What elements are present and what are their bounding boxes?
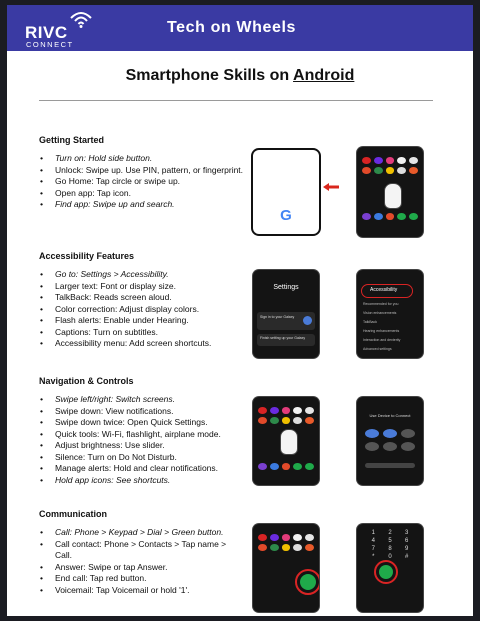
accessibility-list bbox=[39, 269, 244, 350]
phone-keypad-screen bbox=[357, 524, 423, 612]
bullet-item: • Turn on: Hold side button. bbox=[39, 153, 244, 165]
header-title: Tech on Wheels bbox=[167, 19, 297, 36]
bullet-item: • Captions: Turn on subtitles. bbox=[39, 327, 244, 339]
bluetooth-tile-icon[interactable] bbox=[383, 429, 397, 438]
section-heading-getting-started: Getting Started bbox=[39, 135, 105, 145]
keypad-key[interactable]: 3 bbox=[404, 530, 409, 536]
keypad-key[interactable]: 4 bbox=[371, 538, 375, 544]
page-title bbox=[7, 67, 473, 85]
app-icon-grid-2 bbox=[258, 407, 314, 424]
rotate-tile-icon[interactable] bbox=[401, 442, 415, 451]
phone-dock-call-screen bbox=[253, 524, 319, 612]
wifi-tile-icon[interactable] bbox=[365, 429, 379, 438]
bullet-item: • Larger text: Font or display size. bbox=[39, 281, 244, 293]
logo-sub-text: CONNECT bbox=[26, 40, 74, 49]
phone-quick-settings-screen bbox=[357, 397, 423, 485]
bullet-item: • Call: Phone > Keypad > Dial > Green button. bbox=[39, 527, 244, 539]
bullet-item: • Color correction: Adjust display colors. bbox=[39, 304, 244, 316]
bullet-item: • Accessibility menu: Add screen shortcuts. bbox=[39, 338, 244, 350]
settings-signin-text: Sign in to your Galaxy bbox=[260, 315, 295, 319]
phone-app-icon[interactable] bbox=[295, 569, 319, 595]
section-heading-accessibility: Accessibility Features bbox=[39, 251, 135, 261]
bullet-item: • Swipe down: View notifications. bbox=[39, 406, 244, 418]
settings-signin-card[interactable] bbox=[257, 312, 315, 330]
keypad bbox=[365, 530, 415, 560]
profile-icon bbox=[303, 316, 312, 325]
phone-settings-screen bbox=[253, 270, 319, 358]
bullet-item: • Go Home: Tap circle or swipe up. bbox=[39, 176, 244, 188]
keypad-key[interactable]: 8 bbox=[388, 546, 392, 552]
keypad-key[interactable]: * bbox=[372, 554, 375, 560]
bullet-item: • Go to: Settings > Accessibility. bbox=[39, 269, 244, 281]
phone-google-screen bbox=[253, 150, 319, 234]
red-arrow-icon bbox=[323, 183, 339, 191]
dnd-tile-icon[interactable] bbox=[383, 442, 397, 451]
accessibility-title bbox=[361, 284, 413, 298]
bullet-item: • Silence: Turn on Do Not Disturb. bbox=[39, 452, 244, 464]
getting-started-list bbox=[39, 153, 244, 211]
page-title-android: Android bbox=[293, 67, 355, 84]
accessibility-menu-item[interactable]: Interaction and dexterity bbox=[363, 338, 401, 342]
keypad-key[interactable]: # bbox=[404, 554, 409, 560]
brightness-slider[interactable] bbox=[365, 463, 415, 468]
section-heading-communication: Communication bbox=[39, 509, 108, 519]
phone-home-screen bbox=[357, 147, 423, 237]
bullet-item: • Swipe left/right: Switch screens. bbox=[39, 394, 244, 406]
bullet-item: • Find app: Swipe up and search. bbox=[39, 199, 244, 211]
keypad-key[interactable]: 9 bbox=[404, 546, 409, 552]
quick-settings-tiles bbox=[365, 429, 415, 451]
section-heading-navigation: Navigation & Controls bbox=[39, 376, 134, 386]
dock-icons-2 bbox=[258, 463, 314, 470]
bullet-item: • Adjust brightness: Use slider. bbox=[39, 440, 244, 452]
keypad-key[interactable]: 6 bbox=[404, 538, 409, 544]
tap-hand-icon-2 bbox=[280, 429, 298, 455]
bullet-item: • End call: Tap red button. bbox=[39, 573, 244, 585]
keypad-key[interactable]: 0 bbox=[388, 554, 392, 560]
phone-accessibility-screen bbox=[357, 270, 423, 358]
airplane-tile-icon[interactable] bbox=[365, 442, 379, 451]
bullet-item: • Call contact: Phone > Contacts > Tap name > Call. bbox=[39, 539, 244, 562]
bullet-item: • Unlock: Swipe up. Use PIN, pattern, or fingerprint. bbox=[39, 165, 244, 177]
dial-button[interactable] bbox=[374, 560, 398, 584]
keypad-key[interactable]: 1 bbox=[371, 530, 375, 536]
bullet-item: • Answer: Swipe or tap Answer. bbox=[39, 562, 244, 574]
title-divider bbox=[39, 100, 433, 101]
bullet-item: • Voicemail: Tap Voicemail or hold '1'. bbox=[39, 585, 244, 597]
accessibility-menu-item[interactable]: Vision enhancements bbox=[363, 311, 397, 315]
keypad-key[interactable]: 7 bbox=[371, 546, 375, 552]
app-icon-grid bbox=[362, 157, 418, 174]
bullet-item: • Manage alerts: Hold and clear notifications. bbox=[39, 463, 244, 475]
bullet-item: • TalkBack: Reads screen aloud. bbox=[39, 292, 244, 304]
dial-green-icon bbox=[379, 565, 393, 579]
accessibility-menu-item[interactable]: Hearing enhancements bbox=[363, 329, 400, 333]
settings-finish-card[interactable] bbox=[257, 334, 315, 346]
accessibility-menu-item[interactable]: Advanced settings bbox=[363, 347, 392, 351]
google-logo-icon: G bbox=[280, 207, 292, 224]
call-green-icon bbox=[300, 574, 316, 590]
accessibility-menu-item[interactable]: TalkBack bbox=[363, 320, 378, 324]
bullet-item: • Flash alerts: Enable under Hearing. bbox=[39, 315, 244, 327]
rivc-connect-logo bbox=[25, 10, 97, 48]
dock-icons bbox=[362, 213, 418, 220]
bullet-item: • Quick tools: Wi-Fi, flashlight, airplane mode. bbox=[39, 429, 244, 441]
keypad-key[interactable]: 2 bbox=[388, 530, 392, 536]
navigation-list bbox=[39, 394, 244, 486]
tap-hand-icon bbox=[384, 183, 402, 209]
document-page bbox=[7, 5, 473, 616]
header-banner bbox=[7, 5, 473, 51]
wifi-icon bbox=[69, 10, 93, 28]
flashlight-tile-icon[interactable] bbox=[401, 429, 415, 438]
app-icon-grid-3 bbox=[258, 534, 314, 551]
quick-settings-label: Use Device to Connect bbox=[369, 413, 411, 418]
bullet-item: • Swipe down twice: Open Quick Settings. bbox=[39, 417, 244, 429]
bullet-item: • Open app: Tap icon. bbox=[39, 188, 244, 200]
communication-list bbox=[39, 527, 244, 596]
keypad-key[interactable]: 5 bbox=[388, 538, 392, 544]
phone-app-hold-screen bbox=[253, 397, 319, 485]
settings-title: Settings bbox=[273, 284, 299, 291]
accessibility-title-text: Accessibility bbox=[370, 287, 398, 293]
bullet-item: • Hold app icons: See shortcuts. bbox=[39, 475, 244, 487]
settings-finish-text: Finish setting up your Galaxy bbox=[260, 336, 306, 340]
logo-main-text: RIVC bbox=[25, 23, 68, 42]
page-title-prefix: Smartphone Skills on bbox=[125, 67, 294, 84]
accessibility-menu-item[interactable]: Recommended for you bbox=[363, 302, 399, 306]
